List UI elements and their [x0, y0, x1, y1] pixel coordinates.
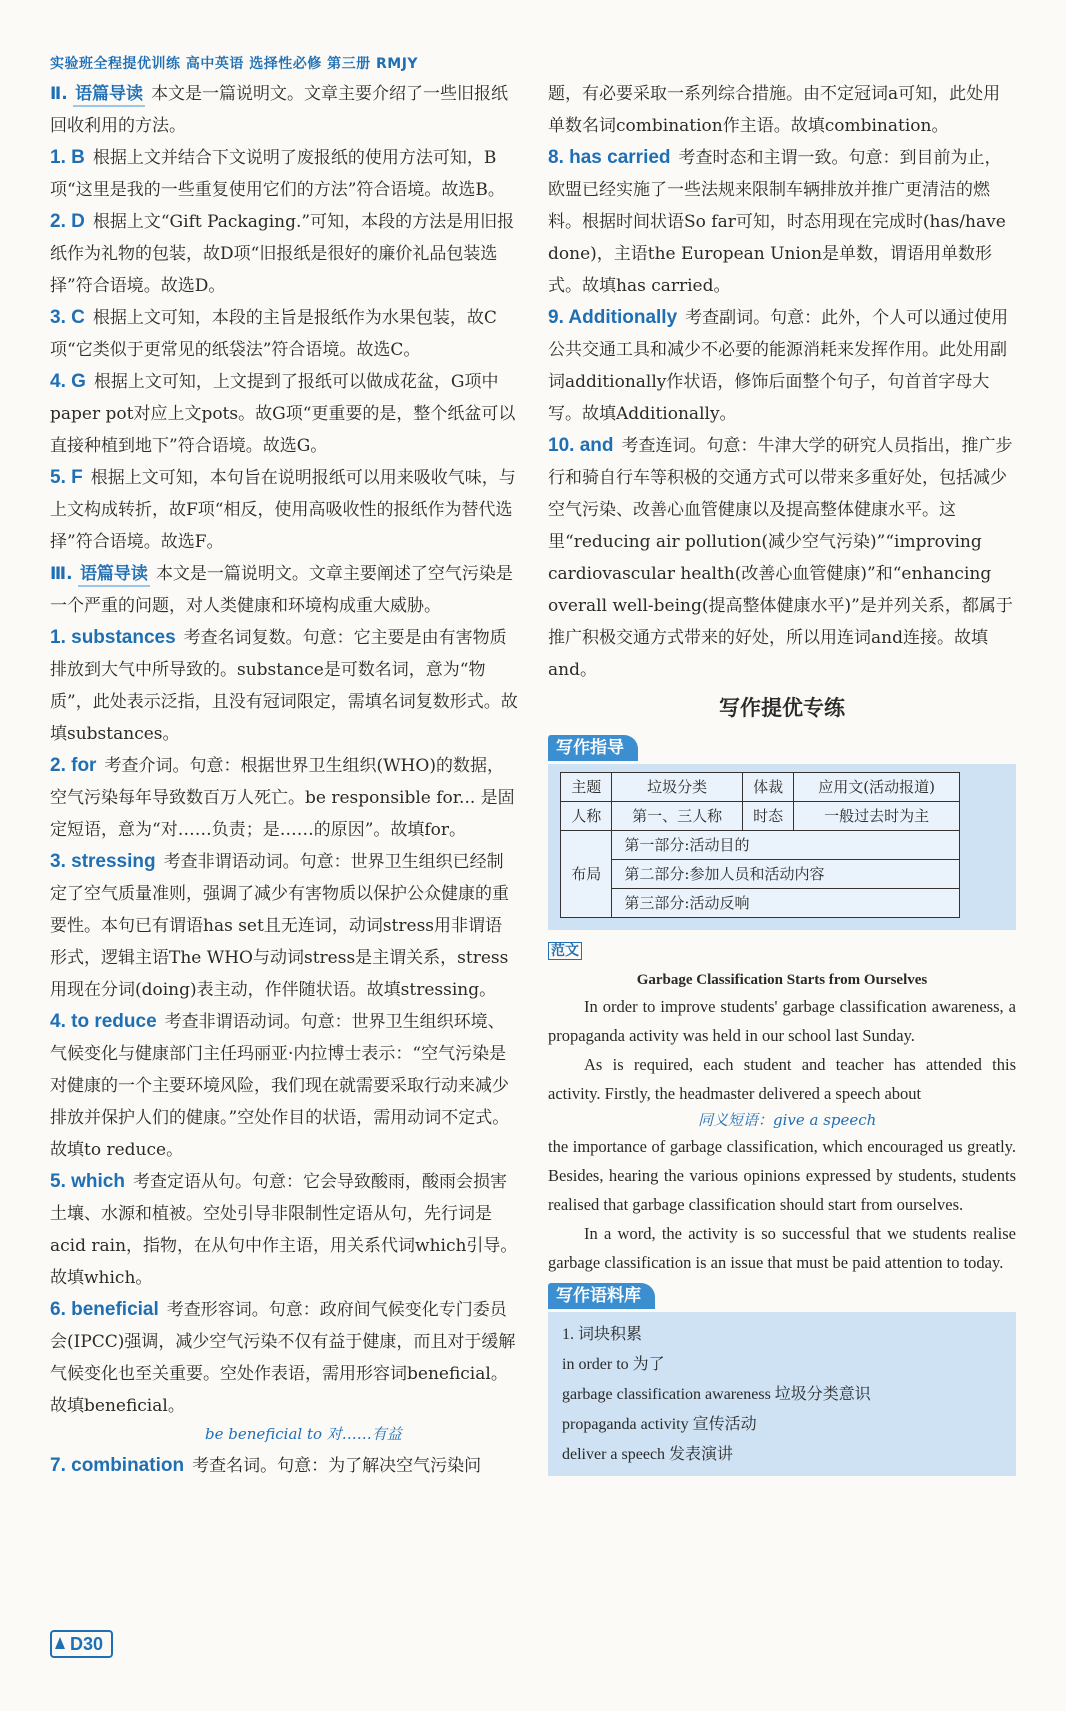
phrase-note: be beneficial to 对……有益 [205, 1425, 402, 1443]
answer-explanation: 根据上文可知，上文提到了报纸可以做成花盆，G项中paper pot对应上文pots。故G项“更重要的是，整个纸盆可以直接种植到地下”符合语境。故选G。 [50, 372, 516, 456]
answer-key: 5. which [50, 1171, 125, 1192]
reading-guide-tag: 语篇导读 [73, 83, 145, 107]
table-cell: 一般过去时为主 [794, 802, 960, 831]
writing-guide-table [560, 772, 960, 918]
answer-key: 2. for [50, 755, 97, 776]
answer-key: 1. substances [50, 627, 176, 648]
sample-paragraph-1: In order to improve students' garbage classification awareness, a propaganda activity was held in our school last Sunday. [548, 997, 1016, 1045]
section-2-intro-text: 本文是一篇说明文。文章主要介绍了一些旧报纸回收利用的方法。 [50, 84, 509, 136]
table-cell: 主题 [561, 773, 612, 802]
section-3-number: Ⅲ. [50, 564, 73, 584]
section-2-intro [50, 78, 518, 142]
answer-item [548, 142, 1016, 302]
answer-explanation: 考查非谓语动词。句意：世界卫生组织环境、气候变化与健康部门主任玛丽亚·内拉博士表示：“空气污染是对健康的一个主要环境风险，我们现在就需要采取行动来减少排放并保护人们的健康。”空处作目的状语，需用动词不定式。故填to reduce。 [50, 1012, 510, 1160]
writing-guide-box [548, 764, 1016, 930]
sample-paragraph-2a: As is required, each student and teacher has attended this activity. Firstly, the headmaster delivered a speech about [548, 1055, 1016, 1103]
sample-tag: 范文 [548, 942, 582, 960]
answer-explanation: 考查名词。句意：为了解决空气污染问 [192, 1456, 482, 1476]
corpus-line: deliver a speech 发表演讲 [562, 1446, 734, 1463]
sample-essay [548, 930, 1016, 1277]
answer-key: 10. and [548, 435, 614, 456]
section-3-answers [50, 622, 518, 1482]
answer-key: 9. Additionally [548, 307, 678, 328]
table-cell: 布局 [561, 831, 612, 918]
section-2-answers [50, 142, 518, 558]
corpus-box [548, 1312, 1016, 1476]
table-cell: 第三部分:活动反响 [612, 889, 960, 918]
answer-item [50, 750, 518, 846]
section-2-number: Ⅱ. [50, 84, 68, 104]
table-cell: 第二部分:参加人员和活动内容 [612, 860, 960, 889]
answer-item [50, 462, 518, 558]
answer-item [50, 1006, 518, 1166]
writing-section-title: 写作提优专练 [719, 696, 845, 720]
answer-explanation: 根据上文可知，本句旨在说明报纸可以用来吸收气味，与上文构成转折，故F项“相反，使用高吸收性的报纸作为替代选择”符合语境。故选F。 [50, 468, 516, 552]
answer-explanation: 考查形容词。句意：政府间气候变化专门委员会(IPCC)强调，减少空气污染不仅有益于健康，而且对于缓解气候变化也至关重要。空处作表语，需用形容词beneficial。故填beneficial。 [50, 1300, 516, 1416]
answer-key: 2. D [50, 211, 85, 232]
table-cell: 垃圾分类 [612, 773, 742, 802]
writing-guide-label: 写作指导 [548, 735, 638, 761]
page-number: D30 [50, 1630, 113, 1658]
answer-explanation: 考查名词复数。句意：它主要是由有害物质排放到大气中所导致的。substance是可数名词，意为“物质”，此处表示泛指，且没有冠词限定，需填名词复数形式。故填substances。 [50, 628, 518, 744]
answer-explanation: 考查非谓语动词。句意：世界卫生组织已经制定了空气质量准则，强调了减少有害物质以保护公众健康的重要性。本句已有谓语has set且无连词，动词stress用非谓语形式，逻辑主语The WHO与动词stress是主谓关系，stress用现在分词(doing)表主动，作伴随状语。故填stressing。 [50, 852, 509, 1000]
answer-explanation: 考查介词。句意：根据世界卫生组织(WHO)的数据，空气污染每年导致数百万人死亡。be responsible for... 是固定短语，意为“对……负责；是……的原因”。故填for。 [50, 756, 515, 840]
answer-item [548, 430, 1016, 686]
corpus-line: in order to 为了 [562, 1356, 665, 1373]
corpus-line: propaganda activity 宣传活动 [562, 1416, 757, 1433]
answer-explanation: 根据上文“Gift Packaging.”可知，本段的方法是用旧报纸作为礼物的包装，故D项“旧报纸是很好的廉价礼品包装选择”符合语境。故选D。 [50, 212, 515, 296]
answer-explanation: 根据上文可知，本段的主旨是报纸作为水果包装，故C项“它类似于更常见的纸袋法”符合语境。故选C。 [50, 308, 497, 360]
answer-explanation: 考查时态和主谓一致。句意：到目前为止，欧盟已经实施了一些法规来限制车辆排放并推广更清洁的燃料。根据时间状语So far可知，时态用现在完成时(has/have done)，主语the European Union是单数，谓语用单数形式。故填has carried。 [548, 148, 1006, 296]
answer-explanation: 考查副词。句意：此外，个人可以通过使用公共交通工具和减少不必要的能源消耗来发挥作用。此处用副词additionally作状语，修饰后面整个句子，句首首字母大写。故填Additionally。 [548, 308, 1009, 424]
table-cell: 应用文(活动报道) [794, 773, 960, 802]
synonym-note: 同义短语：give a speech [698, 1111, 877, 1129]
corpus-line: 1. 词块积累 [562, 1326, 643, 1343]
answer-item [548, 302, 1016, 430]
reading-guide-tag: 语篇导读 [78, 563, 150, 587]
answer-item [50, 1294, 518, 1422]
running-header: 实验班全程提优训练 高中英语 选择性必修 第三册 RMJY [50, 56, 419, 72]
answer-7-continued: 题，有必要采取一系列综合措施。由不定冠词a可知，此处用单数名词combination作主语。故填combination。 [548, 84, 1001, 136]
answer-item [50, 1166, 518, 1294]
answer-explanation: 根据上文并结合下文说明了废报纸的使用方法可知，B项“这里是我的一些重复使用它们的方法”符合语境。故选B。 [50, 148, 505, 200]
answer-item [50, 302, 518, 366]
answer-key: 3. C [50, 307, 85, 328]
section-3-intro [50, 558, 518, 622]
answer-key: 4. to reduce [50, 1011, 157, 1032]
answer-explanation: 考查连词。句意：牛津大学的研究人员指出，推广步行和骑自行车等积极的交通方式可以带来多重好处，包括减少空气污染、改善心血管健康以及提高整体健康水平。这里“reducing air pollution(减少空气污染)”“improving cardiovascular health(改善心血管健康)”和“enhancing overall well-being(提高整体健康水平)”是并列关系，都属于推广积极交通方式带来的好处，所以用连词and连接。故填and。 [548, 436, 1013, 680]
answer-item [50, 206, 518, 302]
answer-explanation: 考查定语从句。句意：它会导致酸雨，酸雨会损害土壤、水源和植被。空处引导非限制性定语从句，先行词是acid rain，指物，在从句中作主语，用关系代词which引导。故填which。 [50, 1172, 518, 1288]
table-cell: 第一部分:活动目的 [612, 831, 960, 860]
answer-item [50, 1450, 518, 1482]
corpus-label: 写作语料库 [548, 1283, 655, 1309]
table-cell: 人称 [561, 802, 612, 831]
sample-paragraph-2b: the importance of garbage classification, which encouraged us greatly. Besides, hearing the various opinions expressed by students, students realised that garbage classification should start from ourselves. [548, 1137, 1016, 1214]
table-cell: 体裁 [742, 773, 793, 802]
left-column [50, 78, 518, 1482]
answer-key: 4. G [50, 371, 86, 392]
answer-key: 6. beneficial [50, 1299, 159, 1320]
answer-key: 3. stressing [50, 851, 156, 872]
right-answers [548, 142, 1016, 686]
table-cell: 时态 [742, 802, 793, 831]
sample-title: Garbage Classification Starts from Ourselves [636, 972, 928, 988]
answer-item [50, 142, 518, 206]
answer-item [50, 366, 518, 462]
answer-key: 1. B [50, 147, 85, 168]
answer-item [50, 846, 518, 1006]
sample-paragraph-3: In a word, the activity is so successful that we students realise garbage classification is an issue that must be paid attention to today. [548, 1224, 1016, 1272]
answer-key: 7. combination [50, 1455, 185, 1476]
table-cell: 第一、三人称 [612, 802, 742, 831]
answer-key: 5. F [50, 467, 83, 488]
answer-key: 8. has carried [548, 147, 671, 168]
section-3-intro-text: 本文是一篇说明文。文章主要阐述了空气污染是一个严重的问题，对人类健康和环境构成重大威胁。 [50, 564, 513, 616]
answer-item [50, 622, 518, 750]
corpus-line: garbage classification awareness 垃圾分类意识 [562, 1386, 871, 1403]
right-column [548, 78, 1016, 1476]
